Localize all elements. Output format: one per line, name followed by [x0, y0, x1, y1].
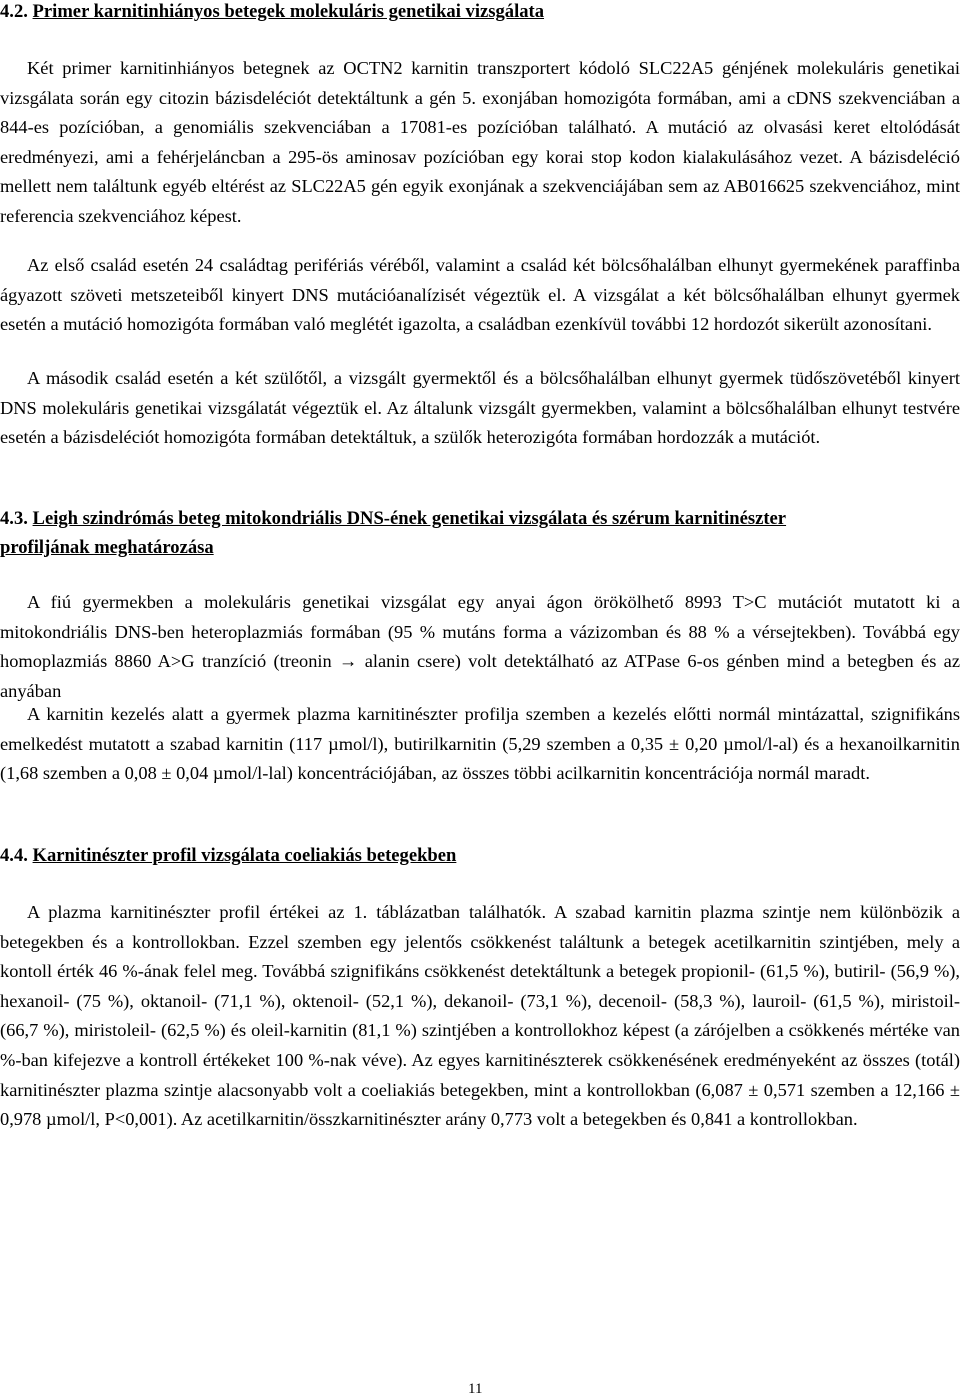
- section-number: 4.2.: [0, 1, 28, 22]
- paragraph: A második család esetén a két szülőtől, a vizsgált gyermektől és a bölcsőhalálban elhunyt gyermek tüdőszövetéből kinyert DNS molekuláris genetikai vizsgálatát végeztük el. Az általunk vizsgált gyermekben, valamint a bölcsőhalálban elhunyt testvére esetén a bázisdeléciót homozigóta formában detektáltuk, a szülők heterozigóta formában hordozzák a mutációt.: [0, 368, 960, 448]
- section-heading-4-4: [0, 841, 456, 871]
- section-heading-4-2: [0, 0, 544, 27]
- section-title: Karnitinészter profil vizsgálata coeliakiás betegekben: [32, 845, 457, 866]
- section-number: 4.4.: [0, 845, 28, 866]
- paragraph: A karnitin kezelés alatt a gyermek plazma karnitinészter profilja szemben a kezelés előtti normál mintázattal, szignifikáns emelkedést mutatott a szabad karnitin (117 µmol/l), butirilkarnitin (5,29 szemben a 0,35 ± 0,20 µmol/l-al) és a hexanoilkarnitin (1,68 szemben a 0,08 ± 0,04 µmol/l-lal) koncentrációjában, az összes többi acilkarnitin koncentrációja normál maradt.: [0, 704, 960, 784]
- section-title-line-2: profiljának meghatározása: [0, 537, 214, 558]
- paragraph: A fiú gyermekben a molekuláris genetikai vizsgálat egy anyai ágon örökölhető 8993 T>C mutációt mutatott ki a mitokondriális DNS-ben heteroplazmiás formában (95 % mutáns forma a vázizomban és 88 % a vérsejtekben). Továbbá egy homoplazmiás 8860 A>G tranzíció (treonin → alanin csere) volt detektálható az ATPase 6-os génben mind a betegben és az anyában: [0, 592, 960, 701]
- page-number: 11: [468, 1381, 483, 1397]
- paragraph: Két primer karnitinhiányos betegnek az OCTN2 karnitin transzportert kódoló SLC22A5 génjének molekuláris genetikai vizsgálata során egy citozin bázisdeléciót detektáltunk a gén 5. exonjában homozigóta formában, ami a cDNS szekvenciában a 844-es pozícióban, a genomiális szekvenciában a 17081-es pozícióban található. A mutáció az olvasási keret eltolódását eredményezi, ami a fehérjeláncban a 295-ös aminosav pozícióban egy korai stop kodon kialakulásához vezet. A bázisdeléció mellett nem találtunk egyéb eltérést az SLC22A5 gén egyik exonjának a szekvenciájában sem az AB016625 szekvenciához, mint referencia szekvenciához képest.: [0, 58, 960, 226]
- section-title-line-1: Leigh szindrómás beteg mitokondriális DNS-ének genetikai vizsgálata és szérum karnitinészter: [32, 508, 787, 529]
- paragraph: A plazma karnitinészter profil értékei az 1. táblázatban találhatók. A szabad karnitin plazma szintje nem különbözik a betegekben és a kontrollokban. Ezzel szemben egy jelentős csökkenést találtunk a betegek acetilkarnitin szintjében, mely a kontoll érték 46 %-ának felel meg. Továbbá szignifikáns csökkenést detektáltunk a betegek propionil- (61,5 %), butiril- (56,9 %), hexanoil- (75 %), oktanoil- (71,1 %), oktenoil- (52,1 %), dekanoil- (73,1 %), decenoil- (58,3 %), lauroil- (61,5 %), miristoil- (66,7 %), miristoleil- (62,5 %) és oleil-karnitin (81,1 %) szintjében a kontrollokhoz képest (a zárójelben a csökkenés mértéke van %-ban kifejezve a kontroll értékeket 100 %-nak véve). Az egyes karnitinészterek csökkenésének eredményeként az összes (totál) karnitinészter plazma szintje alacsonyabb volt a coeliakiás betegekben, mint a kontrollokban (6,087 ± 0,571 szemben a 12,166 ± 0,978 µmol/l, P<0,001). Az acetilkarnitin/összkarnitinészter arány 0,773 volt a betegekben és 0,841 a kontrollokban.: [0, 902, 960, 1130]
- section-title: Primer karnitinhiányos betegek molekuláris genetikai vizsgálata: [32, 1, 545, 22]
- section-number: 4.3.: [0, 508, 28, 529]
- section-heading-4-3: [0, 504, 786, 534]
- section-heading-4-3-continued: [0, 533, 214, 563]
- paragraph: Az első család esetén 24 családtag perifériás véréből, valamint a család két bölcsőhalálban elhunyt gyermekének paraffinba ágyazott szöveti metszeteiből kinyert DNS mutációanalízisét végeztük el. A vizsgálat a két bölcsőhalálban elhunyt gyermek esetén a mutáció homozigóta formában való meglétét igazolta, a családban ezenkívül további 12 hordozót sikerült azonosítani.: [0, 255, 960, 335]
